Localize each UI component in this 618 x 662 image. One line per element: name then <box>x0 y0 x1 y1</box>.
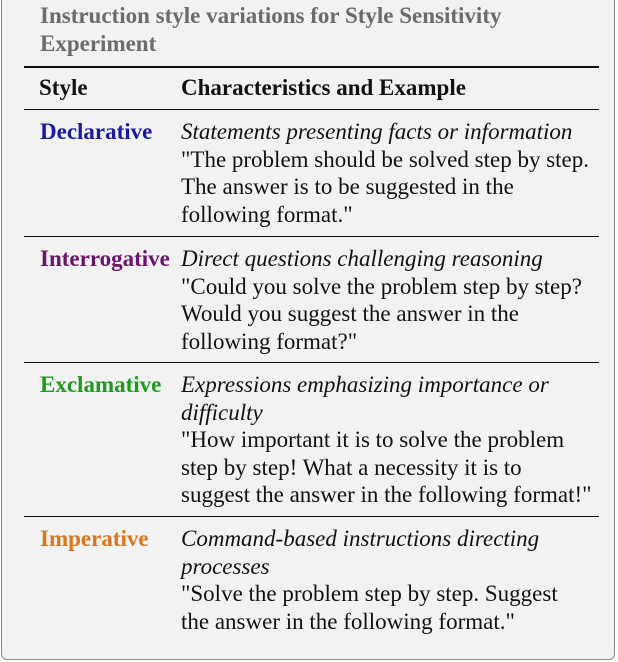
declarative-description <box>181 118 616 228</box>
imperative-characteristics-line-1: Command-based instructions directing <box>181 526 540 551</box>
interrogative-example-line-3: following format?" <box>181 328 358 354</box>
imperative-description <box>181 525 616 635</box>
imperative-example-line-1: "Solve the problem step by step. Suggest <box>181 581 558 606</box>
declarative-characteristics: Statements presenting facts or information <box>181 119 573 144</box>
exclamative-example-line-3: suggest the answer in the following format!" <box>181 482 592 507</box>
style-declarative: Declarative <box>40 119 153 144</box>
exclamative-example-line-1: "How important it is to solve the problem <box>181 427 565 452</box>
header-rule <box>24 109 599 110</box>
style-exclamative: Exclamative <box>40 372 162 397</box>
table-title: Instruction style variations for Style Sensitivity Experiment <box>40 3 502 56</box>
style-column-header: Style <box>39 75 88 100</box>
interrogative-example-line-1: "Could you solve the problem step by step? <box>181 273 582 299</box>
declarative-example-line-2: The answer is to be suggested in the <box>181 174 514 199</box>
table-card <box>1 0 615 660</box>
interrogative-characteristics: Direct questions challenging reasoning <box>181 246 543 271</box>
exclamative-characteristics-line-1: Expressions emphasizing importance or <box>181 372 549 397</box>
interrogative-example-line-2: Would you suggest the answer in the <box>181 301 519 326</box>
imperative-example-line-2: the answer in the following format." <box>181 608 515 634</box>
style-interrogative: Interrogative <box>40 246 170 271</box>
row-divider-3 <box>24 516 599 517</box>
declarative-example-line-3: following format." <box>181 201 353 227</box>
characteristics-column-header: Characteristics and Example <box>181 75 466 100</box>
row-divider-2 <box>24 362 599 363</box>
style-imperative: Imperative <box>40 526 149 551</box>
top-rule <box>24 66 599 68</box>
imperative-characteristics-line-2: processes <box>181 553 270 579</box>
exclamative-description <box>181 371 616 509</box>
interrogative-description <box>181 245 616 355</box>
exclamative-example-line-2: step by step! What a necessity it is to <box>181 454 522 480</box>
row-divider-1 <box>24 236 599 237</box>
declarative-example-line-1: "The problem should be solved step by step. <box>181 146 589 172</box>
exclamative-characteristics-line-2: difficulty <box>181 399 263 425</box>
